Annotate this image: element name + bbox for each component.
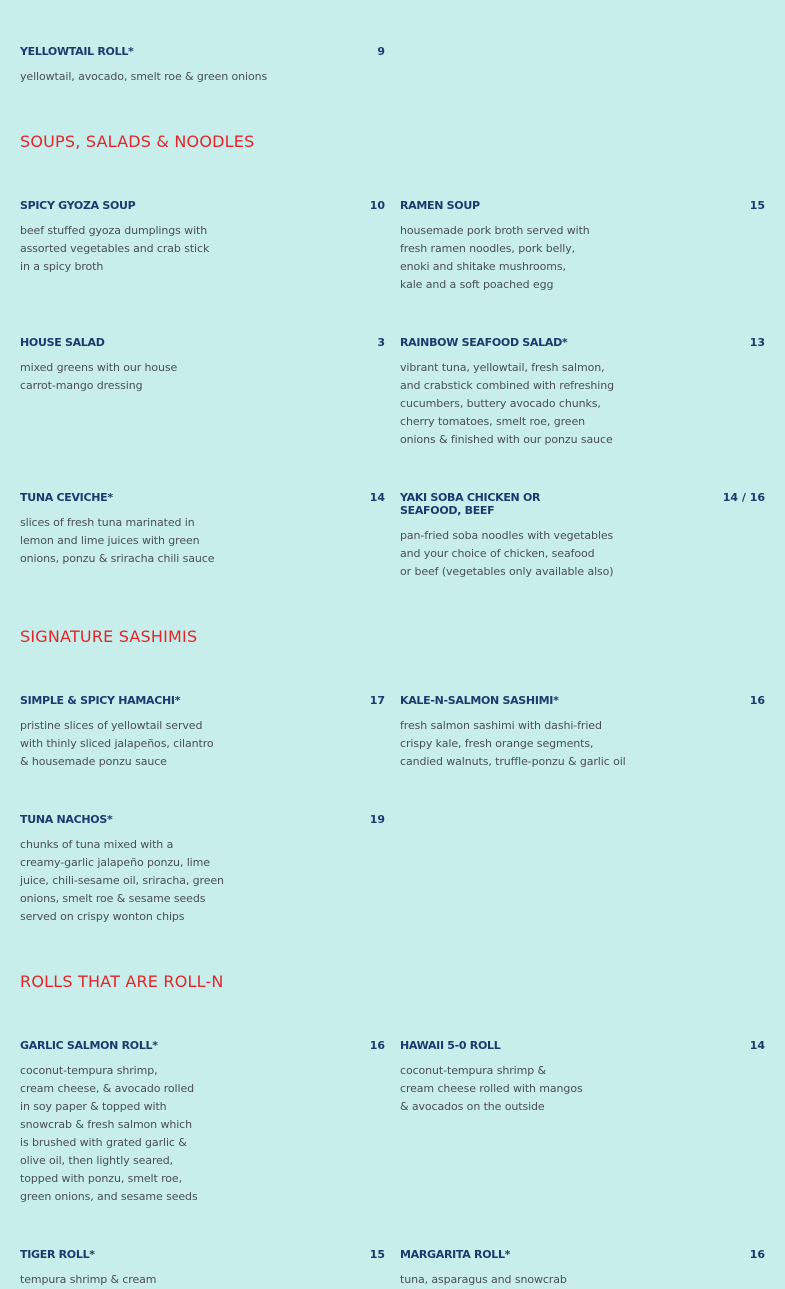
desc-line: carrot-mango dressing xyxy=(20,379,143,392)
item-desc-tuna-ceviche xyxy=(20,514,214,568)
item-name-line: YAKI SOBA CHICKEN OR xyxy=(400,491,541,504)
item-name-garlic-salmon-roll: GARLIC SALMON ROLL* xyxy=(20,1039,158,1052)
section-title-signature-sashimis: SIGNATURE SASHIMIS xyxy=(20,627,198,646)
desc-line: lemon and lime juices with green xyxy=(20,534,200,547)
desc-line: kale and a soft poached egg xyxy=(400,278,554,291)
item-name-tuna-ceviche: TUNA CEVICHE* xyxy=(20,491,113,504)
item-desc-tuna-nachos xyxy=(20,836,224,926)
desc-line: onions, smelt roe & sesame seeds xyxy=(20,892,206,905)
item-desc-spicy-gyoza-soup xyxy=(20,222,209,276)
item-name-kale-n-salmon-sashimi: KALE-N-SALMON SASHIMI* xyxy=(400,694,559,707)
desc-line: and crabstick combined with refreshing xyxy=(400,379,614,392)
desc-line: pan-fried soba noodles with vegetables xyxy=(400,529,614,542)
desc-line: cream cheese, & avocado rolled xyxy=(20,1082,195,1095)
desc-line: fresh ramen noodles, pork belly, xyxy=(400,242,576,255)
desc-line: or beef (vegetables only available also) xyxy=(400,565,614,578)
desc-line: juice, chili-sesame oil, sriracha, green xyxy=(20,874,224,887)
desc-line: onions & finished with our ponzu sauce xyxy=(400,433,613,446)
desc-line: tuna, asparagus and snowcrab xyxy=(400,1273,567,1286)
item-price-tuna-nachos: 19 xyxy=(369,813,385,826)
desc-line: candied walnuts, truffle-ponzu & garlic oil xyxy=(400,755,626,768)
section-title-rolls: ROLLS THAT ARE ROLL-N xyxy=(20,972,224,991)
item-desc-garlic-salmon-roll xyxy=(20,1062,198,1206)
item-name-hawaii-5-0-roll: HAWAII 5-0 ROLL xyxy=(400,1039,501,1052)
item-name-line: SEAFOOD, BEEF xyxy=(400,504,495,517)
desc-line: and your choice of chicken, seafood xyxy=(400,547,595,560)
item-desc-ramen-soup xyxy=(400,222,590,294)
item-desc-hawaii-5-0-roll xyxy=(400,1062,583,1116)
item-price-hawaii-5-0-roll: 14 xyxy=(749,1039,765,1052)
desc-line: cherry tomatoes, smelt roe, green xyxy=(400,415,586,428)
item-desc-house-salad xyxy=(20,359,177,395)
desc-line: cream cheese rolled with mangos xyxy=(400,1082,583,1095)
desc-line: onions, ponzu & sriracha chili sauce xyxy=(20,552,215,565)
item-price-tuna-ceviche: 14 xyxy=(369,491,385,504)
item-desc-simple-spicy-hamachi xyxy=(20,717,214,771)
desc-line: tempura shrimp & cream xyxy=(20,1273,157,1286)
desc-line: beef stuffed gyoza dumplings with xyxy=(20,224,208,237)
desc-line: olive oil, then lightly seared, xyxy=(20,1154,174,1167)
section-title-soups: SOUPS, SALADS & NOODLES xyxy=(20,132,255,151)
desc-line: in soy paper & topped with xyxy=(20,1100,167,1113)
desc-line: vibrant tuna, yellowtail, fresh salmon, xyxy=(400,361,605,374)
item-name-tuna-nachos: TUNA NACHOS* xyxy=(20,813,113,826)
item-price-spicy-gyoza-soup: 10 xyxy=(369,199,385,212)
desc-line: mixed greens with our house xyxy=(20,361,178,374)
item-desc-yellowtail-roll xyxy=(20,68,267,86)
item-name-spicy-gyoza-soup: SPICY GYOZA SOUP xyxy=(20,199,136,212)
item-name-house-salad: HOUSE SALAD xyxy=(20,336,105,349)
item-price-kale-n-salmon-sashimi: 16 xyxy=(749,694,765,707)
desc-line: slices of fresh tuna marinated in xyxy=(20,516,195,529)
item-name-yellowtail-roll: YELLOWTAIL ROLL* xyxy=(20,45,134,58)
desc-line: fresh salmon sashimi with dashi-fried xyxy=(400,719,602,732)
desc-line: coconut-tempura shrimp & xyxy=(400,1064,546,1077)
item-price-ramen-soup: 15 xyxy=(749,199,765,212)
desc-line: cucumbers, buttery avocado chunks, xyxy=(400,397,601,410)
item-price-yellowtail-roll: 9 xyxy=(377,45,385,58)
item-name-simple-spicy-hamachi: SIMPLE & SPICY HAMACHI* xyxy=(20,694,181,707)
item-price-tiger-roll: 15 xyxy=(369,1248,385,1261)
desc-line: snowcrab & fresh salmon which xyxy=(20,1118,192,1131)
desc-line: coconut-tempura shrimp, xyxy=(20,1064,158,1077)
desc-line: chunks of tuna mixed with a xyxy=(20,838,174,851)
item-price-yaki-soba: 14 / 16 xyxy=(722,491,765,504)
item-name-ramen-soup: RAMEN SOUP xyxy=(400,199,480,212)
item-name-tiger-roll: TIGER ROLL* xyxy=(20,1248,95,1261)
desc-line: housemade pork broth served with xyxy=(400,224,590,237)
desc-line: yellowtail, avocado, smelt roe & green onions xyxy=(20,70,268,83)
desc-line: creamy-garlic jalapeño ponzu, lime xyxy=(20,856,210,869)
desc-line: pristine slices of yellowtail served xyxy=(20,719,203,732)
item-price-rainbow-seafood-salad: 13 xyxy=(749,336,765,349)
item-price-margarita-roll: 16 xyxy=(749,1248,765,1261)
item-price-garlic-salmon-roll: 16 xyxy=(369,1039,385,1052)
item-name-yaki-soba xyxy=(400,491,540,517)
item-name-rainbow-seafood-salad: RAINBOW SEAFOOD SALAD* xyxy=(400,336,568,349)
item-desc-margarita-roll xyxy=(400,1271,567,1289)
desc-line: in a spicy broth xyxy=(20,260,104,273)
item-price-house-salad: 3 xyxy=(377,336,385,349)
item-price-simple-spicy-hamachi: 17 xyxy=(369,694,385,707)
item-desc-kale-n-salmon-sashimi xyxy=(400,717,626,771)
desc-line: with thinly sliced jalapeños, cilantro xyxy=(20,737,214,750)
desc-line: enoki and shitake mushrooms, xyxy=(400,260,566,273)
desc-line: & avocados on the outside xyxy=(400,1100,545,1113)
item-desc-tiger-roll xyxy=(20,1271,156,1289)
desc-line: topped with ponzu, smelt roe, xyxy=(20,1172,182,1185)
item-desc-rainbow-seafood-salad xyxy=(400,359,614,449)
item-name-margarita-roll: MARGARITA ROLL* xyxy=(400,1248,511,1261)
desc-line: assorted vegetables and crab stick xyxy=(20,242,210,255)
desc-line: served on crispy wonton chips xyxy=(20,910,185,923)
desc-line: crispy kale, fresh orange segments, xyxy=(400,737,594,750)
desc-line: green onions, and sesame seeds xyxy=(20,1190,198,1203)
item-desc-yaki-soba xyxy=(400,527,614,581)
desc-line: is brushed with grated garlic & xyxy=(20,1136,187,1149)
desc-line: & housemade ponzu sauce xyxy=(20,755,167,768)
